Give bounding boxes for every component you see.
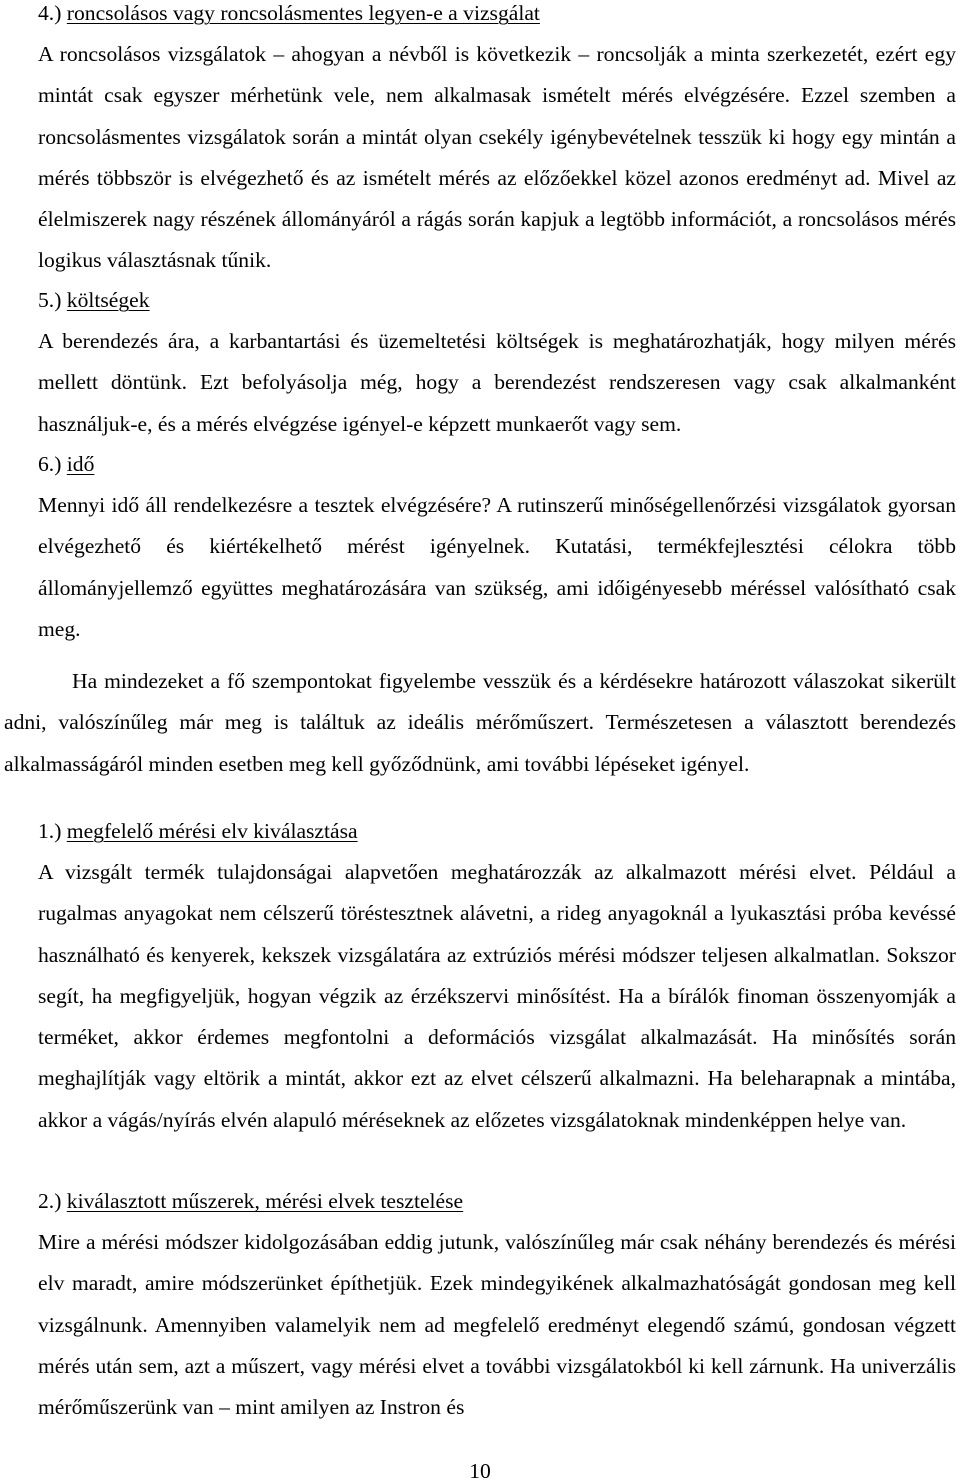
- section-body: Mennyi idő áll rendelkezésre a tesztek elvégzésére? A rutinszerű minőségellenőrzési vizsgálatok gyorsan elvégezhető és kiértékelhető mérést igényelnek. Kutatási, termékfejlesztési célokra több állományjellemző együttes meghatározására van szükség, ami időigényesebb méréssel valósítható csak meg.: [38, 493, 956, 641]
- section-body: A roncsolásos vizsgálatok – ahogyan a névből is következik – roncsolják a minta szerkezetét, ezért egy mintát csak egyszer mérhetünk vele, nem alkalmasak ismételt mérés elvégzésére. Ezzel szemben a roncsolásmentes vizsgálatok során a mintát olyan csekély igénybevételnek tesszük ki hogy egy mintán a mérés többször is elvégezhető és az ismételt mérés az előzőekkel közel azonos eredményt ad. Mivel az élelmiszerek nagy részének állományáról a rágás során kapjuk a legtöbb információt, a roncsolásos mérés logikus választásnak tűnik.: [38, 42, 956, 273]
- section-number: 2.): [38, 1189, 62, 1213]
- section-body: Mire a mérési módszer kidolgozásában eddig jutunk, valószínűleg már csak néhány berendezés és mérési elv maradt, amire módszerünket építhetjük. Ezek mindegyikének alkalmazhatóságát gondosan meg kell vizsgálnunk. Amennyiben valamelyik nem ad megfelelő eredményt elegendő számú, gondosan végzett mérés után sem, azt a műszert, vagy mérési elvet a további vizsgálatokból ki kell zárnunk. Ha univerzális mérőműszerünk van – mint amilyen az Instron és: [38, 1230, 956, 1420]
- section-number: 4.): [38, 1, 62, 25]
- section-number: 6.): [38, 452, 62, 476]
- section-title: idő: [66, 452, 95, 476]
- section-number: 1.): [38, 819, 62, 843]
- section-title: költségek: [66, 288, 150, 312]
- summary-paragraph: Ha mindezeket a fő szempontokat figyelembe vesszük és a kérdésekre határozott válaszokat sikerült adni, valószínűleg már meg is találtuk az ideális mérőműszert. Természetesen a választott berendezés alkalmasságáról minden esetben meg kell győződnünk, ami további lépéseket igényel.: [4, 669, 956, 776]
- section-heading: [38, 1181, 956, 1222]
- section-body: A vizsgált termék tulajdonságai alapvetően meghatározzák az alkalmazott mérési elvet. Például a rugalmas anyagokat nem célszerű töréstesztnek alávetni, a rideg anyagoknál a lyukasztási próba kevéssé használható és kenyerek, kekszek vizsgálatára az extrúziós mérési módszer teljesen alkalmatlan. Sokszor segít, ha megfigyeljük, hogyan végzik az érzékszervi minősítést. Ha a bírálók finoman összenyomják a terméket, akkor érdemes megfontolni a deformációs vizsgálat alkalmazását. Ha minősítés során meghajlítják vagy eltörik a mintát, akkor ezt az elvet célszerű alkalmazni. Ha beleharapnak a mintába, akkor a vágás/nyírás elvén alapuló méréseknek az előzetes vizsgálatoknak mindenképpen helye van.: [38, 860, 956, 1132]
- section-title: kiválasztott műszerek, mérési elvek tesztelése: [66, 1189, 464, 1213]
- section-body: A berendezés ára, a karbantartási és üzemeltetési költségek is meghatározhatják, hogy milyen mérés mellett döntünk. Ezt befolyásolja még, hogy a berendezést rendszeresen vagy csak alkalmanként használjuk-e, és a mérés elvégzése igényel-e képzett munkaerőt vagy sem.: [38, 329, 956, 436]
- section-heading: [38, 811, 956, 852]
- section-title: roncsolásos vagy roncsolásmentes legyen-e a vizsgálat: [66, 1, 540, 25]
- section-heading: [38, 0, 956, 34]
- section-number: 5.): [38, 288, 62, 312]
- page-number: 10: [469, 1459, 491, 1483]
- section-heading: [38, 280, 956, 321]
- section-title: megfelelő mérési elv kiválasztása: [66, 819, 358, 843]
- section-heading: [38, 444, 956, 485]
